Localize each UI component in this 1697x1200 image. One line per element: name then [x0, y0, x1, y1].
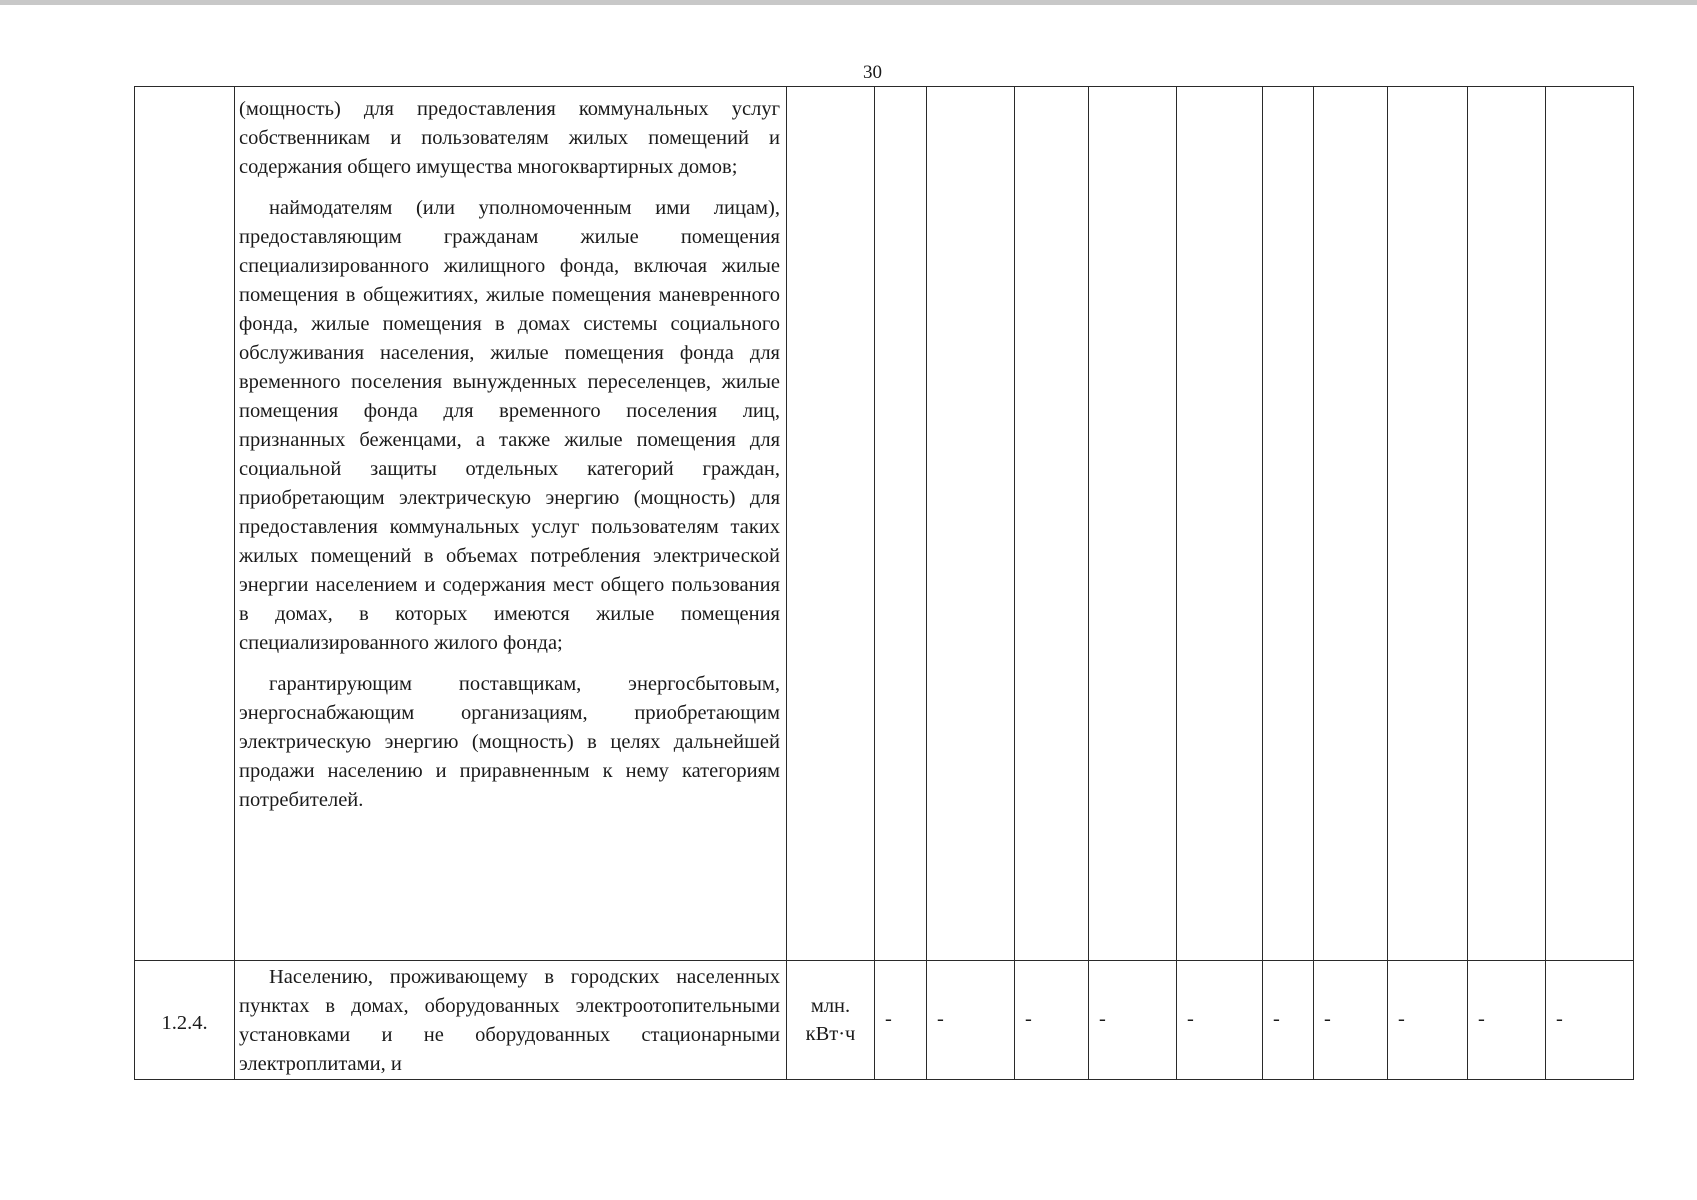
value-cell: -: [1089, 961, 1177, 1080]
value-cell: -: [1177, 961, 1263, 1080]
table-row-1-2-4: [135, 961, 1634, 1080]
value-cell: -: [1314, 961, 1388, 1080]
value-cell: -: [1263, 961, 1314, 1080]
value-cell: -: [875, 961, 927, 1080]
value-cell: -: [1388, 961, 1468, 1080]
description-cell: [235, 961, 787, 1080]
value-cell: [927, 87, 1015, 961]
value-cell: [1468, 87, 1546, 961]
page-number: 30: [863, 62, 882, 83]
value-cell: [1263, 87, 1314, 961]
value-cell: -: [1468, 961, 1546, 1080]
paragraph-2: наймодателям (или уполномоченным ими лицам), предоставляющим гражданам жилые помещения специализированного жилищного фонда, включая жилые помещения в общежитиях, жилые помещения маневренного фонда, жилые помещения в домах системы социального обслуживания населения, жилые помещения фонда для временного поселения вынужденных переселенцев, жилые помещения фонда для временного поселения лиц, признанных беженцами, а также жилые помещения для социальной защиты отдельных категорий граждан, приобретающим электрическую энергию (мощность) для предоставления коммунальных услуг пользователям таких жилых помещений в объемах потребления электрической энергии населением и содержания мест общего пользования в домах, в которых имеются жилые помещения специализированного жилого фонда;: [239, 197, 780, 654]
unit-line-1: млн.: [810, 995, 851, 1017]
value-cell: [1546, 87, 1634, 961]
paragraph-1: (мощность) для предоставления коммунальных услуг собственникам и пользователям жилых помещений и содержания общего имущества многоквартирных домов;: [239, 98, 780, 178]
unit-cell: [787, 87, 875, 961]
row-text: Населению, проживающему в городских населенных пунктах в домах, оборудованных электроотопительными установками и не оборудованных стационарными электроплитами, и: [239, 966, 780, 1075]
value-cell: [1388, 87, 1468, 961]
value-cell: -: [927, 961, 1015, 1080]
unit-line-2: кВт·ч: [805, 1023, 856, 1045]
value-cell: [1089, 87, 1177, 961]
unit-cell: [787, 961, 875, 1080]
value-cell: [1314, 87, 1388, 961]
paragraph-3: гарантирующим поставщикам, энергосбытовым, энергоснабжающим организациям, приобретающим электрическую энергию (мощность) в целях дальнейшей продажи населению и приравненным к нему категориям потребителей.: [239, 673, 780, 811]
value-cell: [1015, 87, 1089, 961]
value-cell: -: [1546, 961, 1634, 1080]
table-row-continuation: [135, 87, 1634, 961]
data-table: [134, 86, 1634, 1080]
row-number-cell: [135, 87, 235, 961]
value-cell: [1177, 87, 1263, 961]
value-cell: [875, 87, 927, 961]
description-cell: [235, 87, 787, 961]
scan-top-edge: [0, 0, 1697, 5]
row-number-cell: 1.2.4.: [135, 961, 235, 1080]
value-cell: -: [1015, 961, 1089, 1080]
